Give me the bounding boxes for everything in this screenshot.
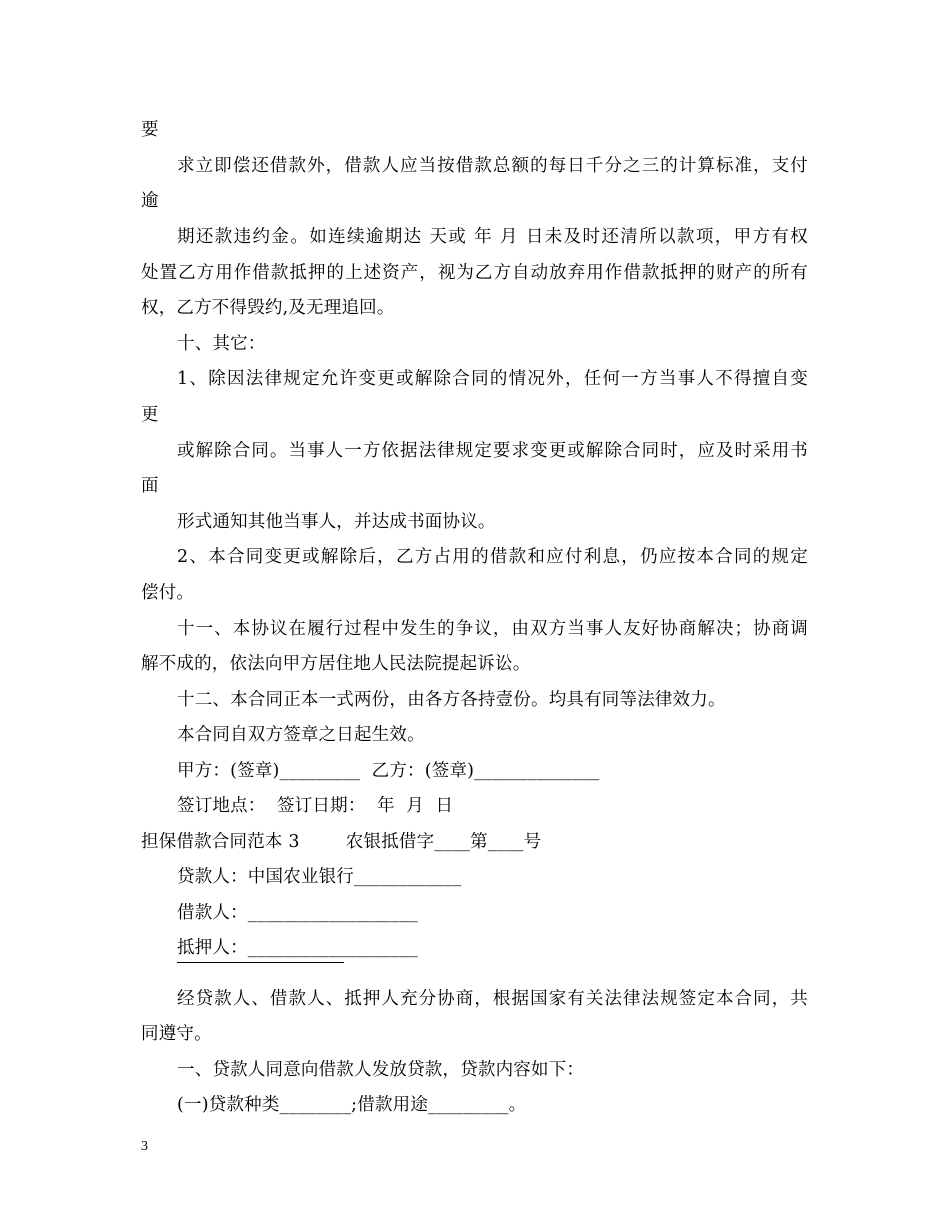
- text-line: 要: [141, 120, 159, 140]
- text-line: 一、贷款人同意向借款人发放贷款，贷款内容如下：: [177, 1060, 585, 1080]
- text-line: 2、本合同变更或解除后，乙方占用的借款和应付利息，仍应按本合同的规定: [177, 547, 808, 567]
- borrower-line: 借款人：___________________: [177, 903, 418, 923]
- text-line: 十二、本合同正本一式两份，由各方各持壹份。均具有同等法律效力。: [177, 690, 726, 710]
- text-line: 处置乙方用作借款抵押的上述资产，视为乙方自动放弃用作借款抵押的财产的所有: [141, 263, 808, 283]
- signing-place-date-line: 签订地点： 签订日期： 年 月 日: [177, 796, 454, 816]
- mortgagor-line: 抵押人：___________________: [177, 938, 418, 958]
- blank-underline: [177, 962, 344, 963]
- lender-line: 贷款人：中国农业银行____________: [177, 867, 462, 887]
- section-heading: 十、其它：: [177, 334, 266, 354]
- text-line: 或解除合同。当事人一方依据法律规定要求变更或解除合同时，应及时采用书: [177, 441, 808, 461]
- text-line: 十一、本协议在履行过程中发生的争议，由双方当事人友好协商解决；协商调: [177, 619, 808, 639]
- text-line: 解不成的，依法向甲方居住地人民法院提起诉讼。: [141, 654, 531, 674]
- page-number: 3: [141, 1139, 148, 1154]
- contract-title-line: 担保借款合同范本 3 农银抵借字____第____号: [141, 832, 542, 852]
- text-line: 经贷款人、借款人、抵押人充分协商，根据国家有关法律法规签定本合同，共: [177, 989, 808, 1009]
- text-line: 本合同自双方签章之日起生效。: [177, 725, 425, 745]
- text-line: 同遵守。: [141, 1024, 212, 1044]
- text-line: 更: [141, 405, 159, 425]
- text-line: 1、除因法律规定允许变更或解除合同的情况外，任何一方当事人不得擅自变: [177, 369, 808, 389]
- text-line: 逾: [141, 191, 159, 211]
- text-line: 形式通知其他当事人，并达成书面协议。: [177, 512, 496, 532]
- text-line: 权，乙方不得毁约,及无理追回。: [141, 298, 395, 318]
- text-line: 求立即偿还借款外，借款人应当按借款总额的每日千分之三的计算标准，支付: [177, 156, 808, 176]
- text-line: 偿付。: [141, 583, 195, 603]
- text-line: (一)贷款种类________;借款用途_________。: [177, 1095, 527, 1115]
- signature-line: 甲方：(签章)_________ 乙方：(签章)______________: [177, 761, 600, 781]
- text-line: 期还款违约金。如连续逾期达 天或 年 月 日未及时还清所以款项，甲方有权: [177, 227, 808, 247]
- text-line: 面: [141, 476, 159, 496]
